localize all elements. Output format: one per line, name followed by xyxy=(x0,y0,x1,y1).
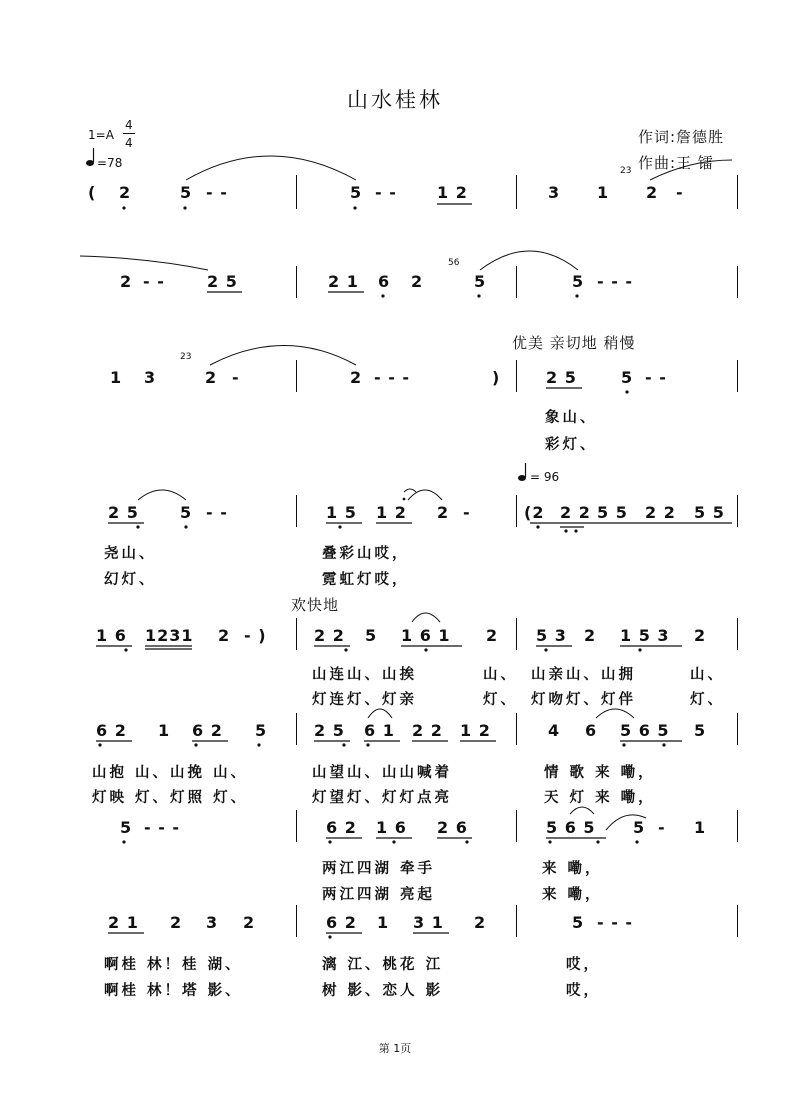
lyric-verse-1: 山、 xyxy=(483,667,518,683)
lyric-verse-1: 山、 xyxy=(690,667,725,683)
note: - - xyxy=(645,368,667,387)
note: 3 1 xyxy=(413,913,444,932)
note: 1231 xyxy=(145,626,194,645)
note: 2 6 xyxy=(437,818,468,837)
lyric-verse-2: 灯映 灯、灯照 灯、 xyxy=(92,790,249,806)
lyric-verse-2: 灯连灯、灯亲 xyxy=(312,692,417,708)
octave-dot xyxy=(122,840,125,843)
note: 1 xyxy=(597,183,610,202)
note: 6 xyxy=(585,721,598,740)
slur xyxy=(570,807,594,814)
note: 1 2 xyxy=(376,503,407,522)
note: 6 2 xyxy=(192,721,223,740)
note: 3 xyxy=(144,368,157,387)
note: 5 6 5 xyxy=(620,721,670,740)
lyric-verse-2: 灯吻灯、灯伴 xyxy=(531,692,636,708)
note: 4 xyxy=(548,721,561,740)
octave-dot xyxy=(98,743,101,746)
expression-lively: 欢快地 xyxy=(291,596,340,614)
note: 2 xyxy=(350,368,363,387)
octave-dot xyxy=(194,743,197,746)
octave-dot xyxy=(344,648,347,651)
octave-dot xyxy=(381,294,384,297)
octave-dot xyxy=(574,529,577,532)
note: 2 xyxy=(120,272,133,291)
slur xyxy=(650,160,732,180)
lyric-verse-1: 漓 江、桃花 江 xyxy=(322,957,444,973)
octave-dot xyxy=(575,294,578,297)
note: 5 xyxy=(572,272,585,291)
lyric-verse-2: 树 影、恋人 影 xyxy=(322,983,444,999)
octave-dot xyxy=(136,525,139,528)
note: 3 xyxy=(206,913,219,932)
composer: 作曲:王 镭 xyxy=(638,154,714,172)
octave-dot xyxy=(124,648,127,651)
note: - - xyxy=(143,272,165,291)
slur xyxy=(480,251,578,270)
tempo-second: = 96 xyxy=(530,470,560,484)
note: 2 xyxy=(243,913,256,932)
octave-dot xyxy=(662,743,665,746)
note: 6 2 xyxy=(326,913,357,932)
note: 5 xyxy=(180,183,193,202)
note: - xyxy=(463,503,471,522)
octave-dot xyxy=(122,206,125,209)
octave-dot xyxy=(622,743,625,746)
note: 5 5 xyxy=(694,503,725,522)
note: - - xyxy=(206,503,228,522)
octave-dot xyxy=(548,840,551,843)
note: 1 6 1 xyxy=(401,626,451,645)
lyric-verse-2: 两江四湖 亮起 xyxy=(322,887,436,903)
note: - - xyxy=(206,183,228,202)
lyric-verse-2: 天 灯 来 嘞， xyxy=(544,790,656,806)
note: 5 5 xyxy=(597,503,628,522)
lyric-verse-1: 两江四湖 牵手 xyxy=(322,861,436,877)
note: 1 2 xyxy=(437,183,468,202)
lyric-verse-2: 来 嘞， xyxy=(542,887,603,903)
octave-dot xyxy=(184,525,187,528)
tempo-initial: =78 xyxy=(97,156,123,170)
octave-dot xyxy=(564,529,567,532)
octave-dot xyxy=(638,648,641,651)
note: - ) xyxy=(244,626,267,645)
note: 2 xyxy=(694,626,707,645)
octave-dot xyxy=(465,840,468,843)
octave-dot xyxy=(257,743,260,746)
note: (2 xyxy=(524,503,545,522)
lyric-verse-2: 幻灯、 xyxy=(104,572,157,588)
lyric-verse-1: 山抱 山、山挽 山、 xyxy=(92,765,249,781)
note: 1 xyxy=(158,721,171,740)
note: 1 6 xyxy=(376,818,407,837)
note: 5 xyxy=(365,626,378,645)
note: ) xyxy=(492,368,501,387)
note: 5 6 5 xyxy=(546,818,596,837)
note: - xyxy=(658,818,666,837)
note: 2 xyxy=(170,913,183,932)
octave-dot xyxy=(596,840,599,843)
note: - - - xyxy=(374,368,411,387)
time-sig-bottom: 4 xyxy=(125,136,133,150)
note: 1 xyxy=(377,913,390,932)
note: - xyxy=(676,183,684,202)
note: 5 xyxy=(255,721,268,740)
note: 2 1 xyxy=(328,272,359,291)
note: 6 2 xyxy=(326,818,357,837)
octave-dot xyxy=(477,294,480,297)
lyricist: 作词:詹德胜 xyxy=(638,128,725,146)
note: - - - xyxy=(144,818,181,837)
octave-dot xyxy=(635,840,638,843)
lyric-verse-1: 山亲山、山拥 xyxy=(531,667,636,683)
note: 1 2 xyxy=(460,721,491,740)
note: - xyxy=(232,368,240,387)
octave-dot xyxy=(536,525,539,528)
octave-dot xyxy=(353,206,356,209)
note: 2 5 xyxy=(207,272,238,291)
note: 1 xyxy=(694,818,707,837)
note: 2 xyxy=(646,183,659,202)
lyric-verse-1: 象山、 xyxy=(545,410,598,426)
key-signature: 1=A xyxy=(88,128,114,142)
octave-dot xyxy=(544,648,547,651)
note: 6 1 xyxy=(364,721,395,740)
note: 2 xyxy=(474,913,487,932)
note: - - - xyxy=(597,272,634,291)
note: 2 xyxy=(119,183,132,202)
lyric-verse-2: 啊桂 林！塔 影、 xyxy=(104,983,243,999)
note: 1 5 xyxy=(326,503,357,522)
lyric-verse-1: 哎， xyxy=(566,957,601,973)
note: 5 xyxy=(120,818,133,837)
lyric-verse-1: 情 歌 来 嘞， xyxy=(544,765,656,781)
octave-dot xyxy=(342,743,345,746)
lyric-verse-2: 霓虹灯哎， xyxy=(322,572,410,588)
octave-dot xyxy=(338,525,341,528)
note: 2 xyxy=(205,368,218,387)
lyric-verse-1: 叠彩山哎， xyxy=(322,546,410,562)
grace-note: 56 xyxy=(448,258,460,268)
expression-gentle: 优美 亲切地 稍慢 xyxy=(512,334,636,352)
slur xyxy=(186,156,356,180)
slur xyxy=(596,709,634,718)
lyric-verse-1: 来 嘞， xyxy=(542,861,603,877)
slur xyxy=(80,256,208,270)
note: 3 xyxy=(548,183,561,202)
note: 2 5 xyxy=(546,368,577,387)
grace-note: 23 xyxy=(180,352,192,362)
note: 5 xyxy=(180,503,193,522)
note: 2 xyxy=(411,272,424,291)
lyric-verse-1: 啊桂 林！桂 湖、 xyxy=(104,957,243,973)
note: 2 xyxy=(486,626,499,645)
note: 2 xyxy=(218,626,231,645)
lyric-verse-2: 灯、 xyxy=(483,692,518,708)
note: 5 xyxy=(474,272,487,291)
note: 1 xyxy=(110,368,123,387)
time-sig-top: 4 xyxy=(125,118,133,132)
page-footer: 第 1页 xyxy=(378,1042,412,1055)
note: 2 2 xyxy=(560,503,591,522)
note: 2 5 xyxy=(314,721,345,740)
note: ( xyxy=(88,183,97,202)
slur xyxy=(138,490,186,500)
slur xyxy=(606,815,646,830)
octave-dot xyxy=(392,840,395,843)
fermata-dot xyxy=(403,498,406,501)
slur xyxy=(210,346,356,366)
note: 6 xyxy=(378,272,391,291)
fermata xyxy=(404,489,416,492)
note: 5 3 xyxy=(536,626,567,645)
note: 2 1 xyxy=(108,913,139,932)
note: 2 xyxy=(584,626,597,645)
slur xyxy=(408,490,442,500)
lyric-verse-2: 灯望灯、灯灯点亮 xyxy=(312,790,452,806)
note: 5 xyxy=(694,721,707,740)
octave-dot xyxy=(328,935,331,938)
note: 5 xyxy=(633,818,646,837)
song-title: 山水桂林 xyxy=(347,88,443,112)
octave-dot xyxy=(366,743,369,746)
lyric-verse-2: 哎， xyxy=(566,983,601,999)
note: - - - xyxy=(597,913,634,932)
note: 2 5 xyxy=(108,503,139,522)
lyric-verse-1: 山连山、山挨 xyxy=(312,667,417,683)
octave-dot xyxy=(183,206,186,209)
note: 1 5 3 xyxy=(620,626,670,645)
lyric-verse-1: 山望山、山山喊着 xyxy=(312,765,452,781)
note: 2 2 xyxy=(645,503,676,522)
lyric-verse-2: 彩灯、 xyxy=(545,437,598,453)
octave-dot xyxy=(424,648,427,651)
octave-dot xyxy=(328,840,331,843)
note: 1 6 xyxy=(96,626,127,645)
note: 5 xyxy=(572,913,585,932)
grace-note: 23 xyxy=(620,166,632,176)
slur xyxy=(368,709,392,718)
note: 6 2 xyxy=(96,721,127,740)
lyric-verse-1: 尧山、 xyxy=(104,546,157,562)
octave-dot xyxy=(625,390,628,393)
note: 5 xyxy=(621,368,634,387)
slur xyxy=(412,613,440,622)
note: 2 2 xyxy=(412,721,443,740)
note: - - xyxy=(375,183,397,202)
note: 5 xyxy=(350,183,363,202)
note: 2 2 xyxy=(314,626,345,645)
lyric-verse-2: 灯、 xyxy=(690,692,725,708)
note: 2 xyxy=(437,503,450,522)
